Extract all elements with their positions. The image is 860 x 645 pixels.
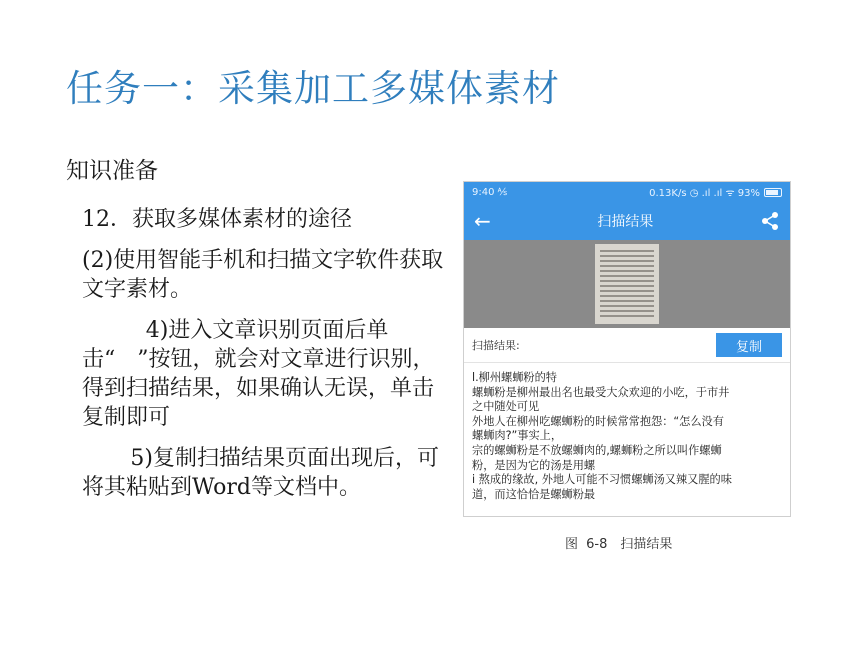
share-icon[interactable] <box>760 211 780 231</box>
body-text <box>82 205 444 514</box>
arrow-left-icon[interactable]: ← <box>474 209 491 233</box>
result-label: 扫描结果: <box>472 339 520 352</box>
result-header <box>464 328 790 363</box>
result-line: l.柳州螺蛳粉的特 <box>472 371 557 384</box>
result-line: 宗的螺蛳粉是不放螺蛳肉的,螺蛳粉之所以叫作螺蛳 <box>472 443 722 457</box>
paragraph-2: (2)使用智能手机和扫描文字软件获取文字素材。 <box>82 248 444 302</box>
status-right <box>649 185 782 199</box>
app-title: 扫描结果 <box>597 214 654 230</box>
result-line: 粉，是因为它的汤是用螺 <box>472 458 596 472</box>
paragraph-4: 5)复制扫描结果页面出现后，可将其粘贴到Word等文档中。 <box>82 446 439 500</box>
section-heading: 知识准备 <box>66 158 158 184</box>
scan-preview <box>464 240 790 328</box>
phone-screenshot <box>463 181 791 517</box>
result-line: 外地人在柳州吃螺蛳粉的时候常常抱怨：“怎么没有 <box>472 414 724 428</box>
status-bar <box>464 182 790 202</box>
result-line: 螺蛳肉?”事实上， <box>472 429 563 443</box>
app-bar <box>464 202 790 240</box>
status-indicators: 0.13K/s ◷ .ıl .ıl ᯤ 93% <box>649 188 760 199</box>
result-line: 螺蛳粉是柳州最出名也最受大众欢迎的小吃，于市井 <box>472 385 730 399</box>
result-line: 道，而这恰恰是螺蛳粉最 <box>472 487 596 501</box>
result-line: 之中随处可见 <box>472 400 540 414</box>
status-time: 9:40 ⅍ <box>472 186 508 198</box>
scanned-document-image <box>595 244 659 324</box>
slide-title: 任务一：采集加工多媒体素材 <box>66 67 560 110</box>
battery-icon <box>764 188 782 197</box>
paragraph-1: 12．获取多媒体素材的途径 <box>82 207 352 232</box>
paragraph-3: 4)进入文章识别页面后单击“ ”按钮，就会对文章进行识别，得到扫描结果，如果确认无误，单击复制即可 <box>82 318 435 430</box>
result-text <box>464 363 790 502</box>
copy-button[interactable]: 复制 <box>716 333 782 357</box>
figure-caption: 图 6-8 扫描结果 <box>565 537 673 552</box>
result-line: i 熬成的缘故, 外地人可能不习惯螺蛳汤又辣又腥的味 <box>472 473 732 487</box>
